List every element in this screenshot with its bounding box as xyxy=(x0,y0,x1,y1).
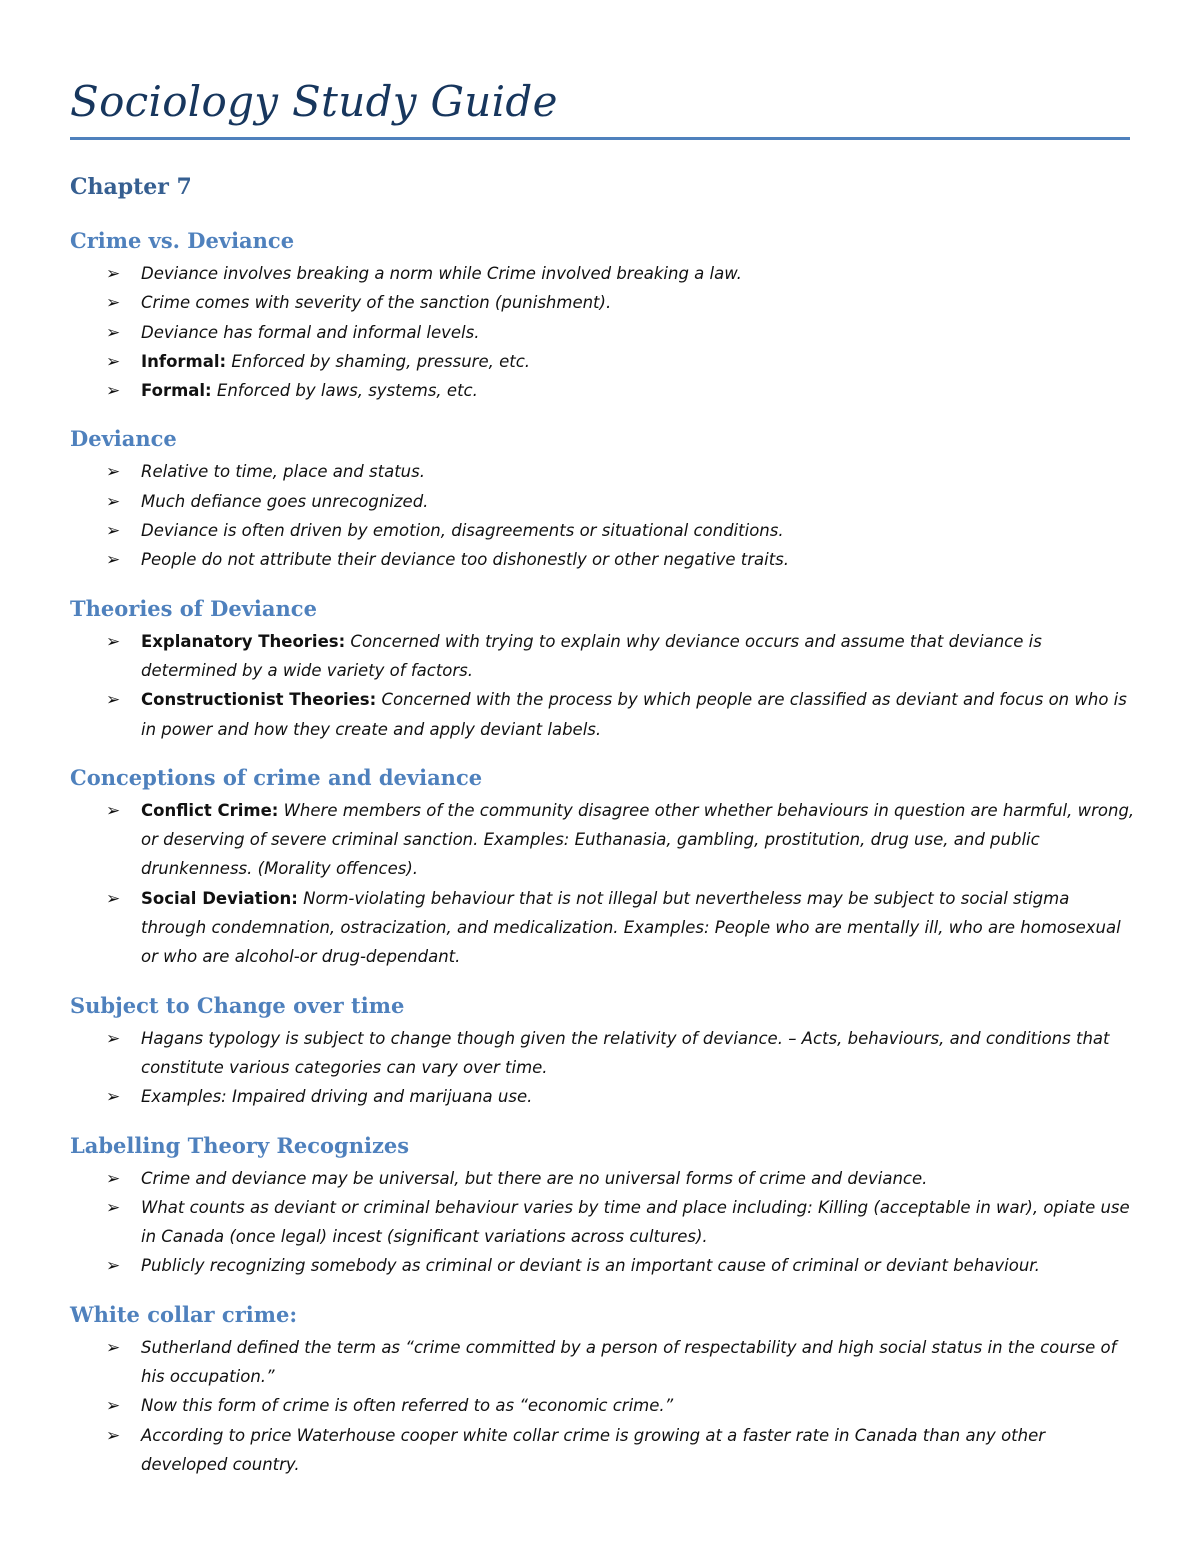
item-text: What counts as deviant or criminal behaviour varies by time and place including: Killing (acceptable in war), opiate use in Canada (once legal) incest (significant variations across cultures). xyxy=(141,1197,1130,1247)
section-heading: Labelling Theory Recognizes xyxy=(70,1132,410,1158)
arrow-bullet-icon: ➢ xyxy=(106,1197,121,1218)
list-item xyxy=(70,1082,1135,1111)
item-text: Hagans typology is subject to change though given the relativity of deviance. – Acts, behaviours, and conditions that constitute various categories can vary over time. xyxy=(141,1028,1110,1077)
item-text: Enforced by shaming, pressure, etc. xyxy=(226,351,531,371)
bullet-list xyxy=(70,259,1135,405)
arrow-bullet-icon: ➢ xyxy=(106,1396,121,1417)
arrow-bullet-icon: ➢ xyxy=(106,1087,121,1108)
term-label: Formal: xyxy=(141,381,212,401)
list-item xyxy=(70,1251,1135,1280)
term-label: Informal: xyxy=(141,351,227,371)
item-text: Publicly recognizing somebody as criminal or deviant is an important cause of criminal or deviant behaviour. xyxy=(141,1256,1040,1276)
arrow-bullet-icon: ➢ xyxy=(106,264,121,284)
list-item xyxy=(70,288,1135,317)
item-text: Crime and deviance may be universal, but there are no universal forms of crime and deviance. xyxy=(141,1168,928,1188)
section xyxy=(70,990,1135,1112)
item-text: Concerned with the process by which people are classified as deviant and focus on who is in power and how they create and apply deviant labels. xyxy=(141,690,1127,739)
arrow-bullet-icon: ➢ xyxy=(106,322,121,343)
item-text: Where members of the community disagree other whether behaviours in question are harmful, wrong, or deserving of severe criminal sanction. Examples: Euthanasia, gambling, prostitution, drug use, and public drunkenness. (Morality offences). xyxy=(141,800,1135,879)
bullet-list xyxy=(70,1164,1135,1281)
item-text: Much defiance goes unrecognized. xyxy=(141,491,429,511)
section xyxy=(70,762,1135,972)
bullet-list xyxy=(70,457,1135,574)
section xyxy=(70,1299,1135,1479)
term-label: Social Deviation: xyxy=(141,888,298,908)
section xyxy=(70,423,1135,574)
arrow-bullet-icon: ➢ xyxy=(106,491,121,512)
item-text: Deviance has formal and informal levels. xyxy=(141,322,480,342)
item-text: People do not attribute their deviance too dishonestly or other negative traits. xyxy=(141,550,790,570)
bullet-list xyxy=(70,627,1135,744)
arrow-bullet-icon: ➢ xyxy=(106,800,121,821)
arrow-bullet-icon: ➢ xyxy=(106,1425,121,1446)
arrow-bullet-icon: ➢ xyxy=(106,462,121,483)
section xyxy=(70,1130,1135,1281)
chapter-heading: Chapter 7 xyxy=(70,174,192,200)
list-item xyxy=(70,376,1135,405)
page-title: Sociology Study Guide xyxy=(70,77,558,126)
arrow-bullet-icon: ➢ xyxy=(106,690,121,711)
section-heading: Conceptions of crime and deviance xyxy=(70,764,483,790)
arrow-bullet-icon: ➢ xyxy=(106,1256,121,1277)
title-divider xyxy=(70,137,1130,140)
list-item xyxy=(70,1421,1135,1480)
list-item xyxy=(70,516,1135,545)
list-item xyxy=(70,685,1135,744)
section-heading: Crime vs. Deviance xyxy=(70,228,295,253)
arrow-bullet-icon: ➢ xyxy=(106,631,121,652)
study-guide-sections xyxy=(70,225,1135,1497)
list-item xyxy=(70,796,1135,884)
list-item xyxy=(70,1193,1135,1252)
term-label: Constructionist Theories: xyxy=(141,690,377,710)
section-heading: Theories of Deviance xyxy=(70,595,317,621)
list-item xyxy=(70,884,1135,972)
section xyxy=(70,593,1135,744)
list-item xyxy=(70,1333,1135,1392)
arrow-bullet-icon: ➢ xyxy=(106,1028,121,1049)
item-text: Crime comes with severity of the sanction (punishment). xyxy=(141,293,612,313)
item-text: Deviance is often driven by emotion, disagreements or situational conditions. xyxy=(141,521,784,541)
list-item xyxy=(70,1391,1135,1420)
term-label: Conflict Crime: xyxy=(141,800,279,820)
arrow-bullet-icon: ➢ xyxy=(106,1168,121,1189)
item-text: Examples: Impaired driving and marijuana use. xyxy=(141,1087,533,1107)
bullet-list xyxy=(70,1024,1135,1112)
list-item xyxy=(70,259,1135,288)
item-text: Enforced by laws, systems, etc. xyxy=(211,381,478,401)
arrow-bullet-icon: ➢ xyxy=(106,381,121,402)
item-text: According to price Waterhouse cooper white collar crime is growing at a faster rate in Canada than any other developed country. xyxy=(141,1425,1046,1474)
bullet-list xyxy=(70,796,1135,972)
item-text: Now this form of crime is often referred to as “economic crime.” xyxy=(141,1396,674,1416)
arrow-bullet-icon: ➢ xyxy=(106,550,121,571)
section-heading: Deviance xyxy=(70,426,177,452)
section-heading: Subject to Change over time xyxy=(70,992,405,1018)
term-label: Explanatory Theories: xyxy=(141,631,346,651)
list-item xyxy=(70,347,1135,376)
item-text: Sutherland defined the term as “crime committed by a person of respectability and high social status in the course of his occupation.” xyxy=(141,1337,1117,1387)
list-item xyxy=(70,457,1135,486)
arrow-bullet-icon: ➢ xyxy=(106,293,121,314)
list-item xyxy=(70,487,1135,516)
list-item xyxy=(70,545,1135,574)
arrow-bullet-icon: ➢ xyxy=(106,521,121,542)
list-item xyxy=(70,318,1135,347)
item-text: Norm-violating behaviour that is not illegal but nevertheless may be subject to social stigma through condemnation, ostracization, and medicalization. Examples: People who are mentally ill, who are homosexual or who are alcohol-or drug-dependant. xyxy=(141,888,1121,967)
item-text: Concerned with trying to explain why deviance occurs and assume that deviance is determined by a wide variety of factors. xyxy=(141,631,1042,680)
list-item xyxy=(70,627,1135,686)
arrow-bullet-icon: ➢ xyxy=(106,888,121,909)
bullet-list xyxy=(70,1333,1135,1479)
arrow-bullet-icon: ➢ xyxy=(106,351,121,372)
item-text: Relative to time, place and status. xyxy=(141,462,425,482)
list-item xyxy=(70,1164,1135,1193)
list-item xyxy=(70,1024,1135,1083)
arrow-bullet-icon: ➢ xyxy=(106,1337,121,1358)
item-text: Deviance involves breaking a norm while Crime involved breaking a law. xyxy=(141,264,742,283)
section xyxy=(70,225,1135,405)
section-heading: White collar crime: xyxy=(70,1301,298,1327)
